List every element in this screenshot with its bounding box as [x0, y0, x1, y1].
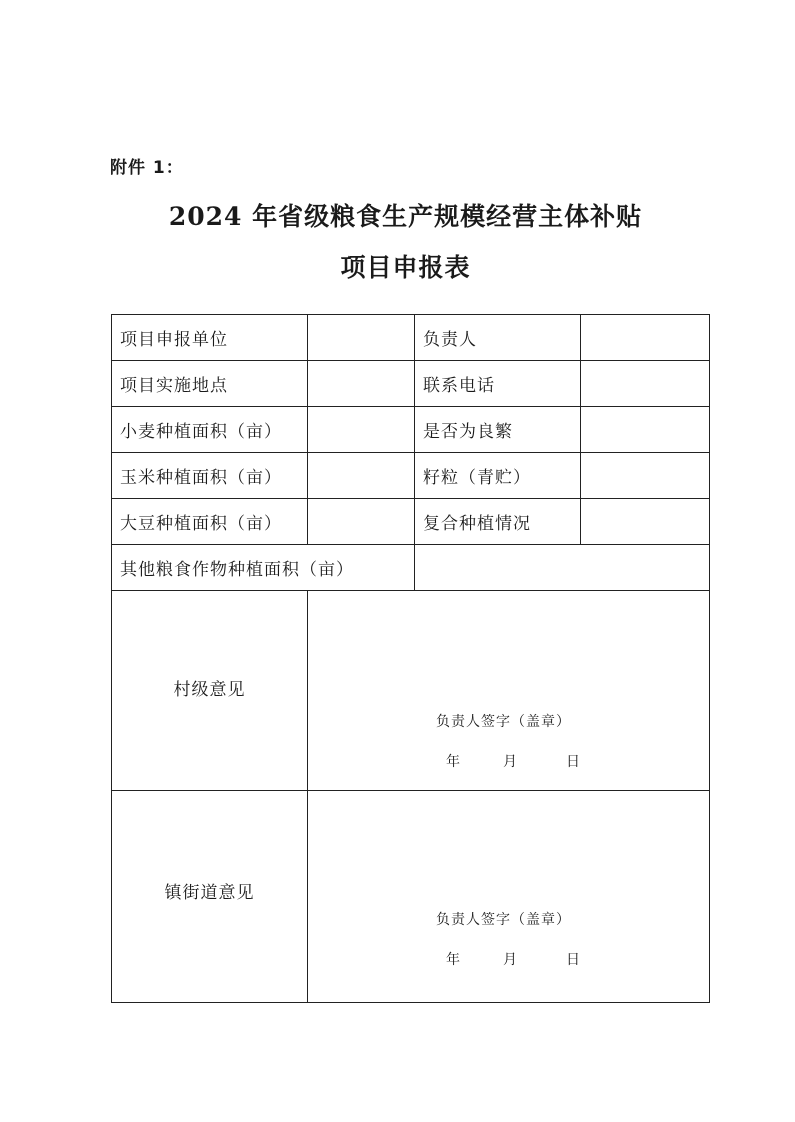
seed-breeding-field[interactable] — [581, 407, 710, 453]
compound-planting-field[interactable] — [581, 499, 710, 545]
village-opinion-field[interactable] — [308, 591, 710, 791]
applicant-unit-field[interactable] — [308, 315, 415, 361]
other-crops-area-label: 其他粮食作物种植面积（亩） — [112, 545, 415, 591]
village-opinion-label: 村级意见 — [173, 680, 246, 700]
application-form-table — [111, 314, 710, 1003]
person-in-charge-label: 负责人 — [415, 315, 581, 361]
grain-silage-label: 籽粒（青贮） — [415, 453, 581, 499]
contact-phone-label: 联系电话 — [415, 361, 581, 407]
grain-silage-field[interactable] — [581, 453, 710, 499]
village-date-month: 月 — [503, 754, 518, 770]
project-location-label: 项目实施地点 — [112, 361, 308, 407]
town-opinion-row — [112, 791, 710, 1003]
town-date-line — [436, 949, 581, 969]
town-date-year: 年 — [446, 952, 461, 968]
form-row-location — [112, 361, 710, 407]
village-signature-label: 负责人签字（盖章） — [436, 714, 571, 730]
person-in-charge-field[interactable] — [581, 315, 710, 361]
town-opinion-field[interactable] — [308, 791, 710, 1003]
town-signature-label: 负责人签字（盖章） — [436, 912, 571, 928]
soybean-area-label: 大豆种植面积（亩） — [112, 499, 308, 545]
village-date-line — [436, 751, 581, 771]
form-row-other-crops — [112, 545, 710, 591]
soybean-area-field[interactable] — [308, 499, 415, 545]
form-row-soybean — [112, 499, 710, 545]
town-opinion-label-cell — [112, 791, 308, 1003]
town-opinion-label: 镇街道意见 — [164, 883, 255, 903]
form-row-corn — [112, 453, 710, 499]
form-row-applicant — [112, 315, 710, 361]
village-date-year: 年 — [446, 754, 461, 770]
town-signature-block — [436, 909, 581, 969]
document-title-line-1: 2024 年省级粮食生产规模经营主体补贴 — [168, 202, 643, 231]
town-date-month: 月 — [503, 952, 518, 968]
village-opinion-row — [112, 591, 710, 791]
village-signature-block — [436, 711, 581, 771]
wheat-area-label: 小麦种植面积（亩） — [112, 407, 308, 453]
applicant-unit-label: 项目申报单位 — [112, 315, 308, 361]
contact-phone-field[interactable] — [581, 361, 710, 407]
document-title-line-2: 项目申报表 — [340, 253, 471, 282]
corn-area-field[interactable] — [308, 453, 415, 499]
wheat-area-field[interactable] — [308, 407, 415, 453]
corn-area-label: 玉米种植面积（亩） — [112, 453, 308, 499]
compound-planting-label: 复合种植情况 — [415, 499, 581, 545]
other-crops-area-field[interactable] — [415, 545, 710, 591]
town-date-day: 日 — [566, 952, 581, 968]
village-opinion-label-cell — [112, 591, 308, 791]
seed-breeding-label: 是否为良繁 — [415, 407, 581, 453]
village-date-day: 日 — [566, 754, 581, 770]
attachment-label: 附件 1： — [110, 158, 184, 178]
form-row-wheat — [112, 407, 710, 453]
project-location-field[interactable] — [308, 361, 415, 407]
